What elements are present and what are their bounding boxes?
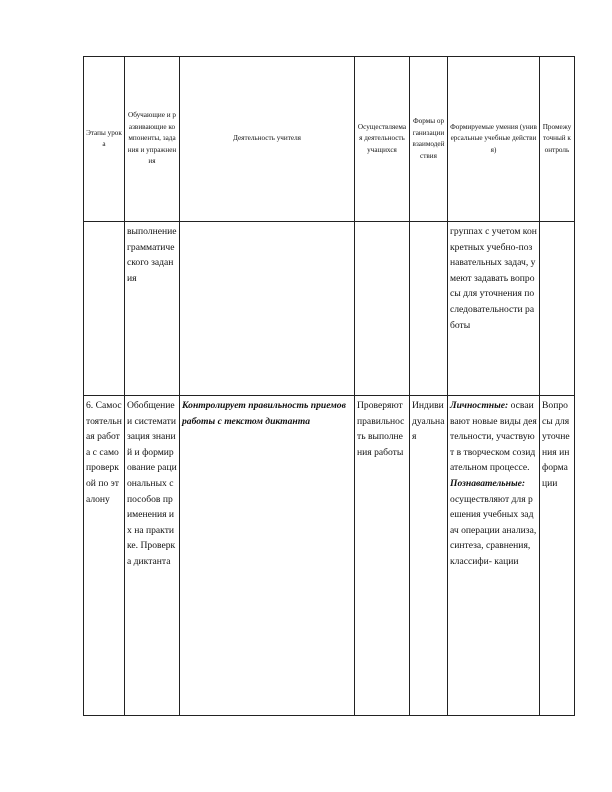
cell-control bbox=[540, 222, 575, 396]
skills-cognitive-text: осуществляют для решения учебных задач операции анализа, синтеза, сравнения, классифи- кации bbox=[450, 493, 537, 567]
header-row bbox=[84, 57, 575, 222]
cell-students: Проверяют правильность выполнения работы bbox=[355, 396, 410, 716]
cell-stage bbox=[84, 222, 125, 396]
skills-personal-text: осваивают новые виды деятельности, участвуют в творческом созидательном процессе. bbox=[450, 400, 537, 474]
skills-cognitive-title: Познавательные: bbox=[450, 477, 526, 489]
skills-personal-title: Личностные: bbox=[450, 400, 509, 411]
cell-forms bbox=[410, 222, 448, 396]
cell-skills bbox=[448, 396, 540, 716]
header-skills: Формируемые умения (универсальные учебные действия) bbox=[448, 57, 540, 222]
cell-forms: Индивидуальная bbox=[410, 396, 448, 716]
header-control: Промежуточный контроль bbox=[540, 57, 575, 222]
header-students: Осуществляемая деятельность учащихся bbox=[355, 57, 410, 222]
cell-skills: группах с учетом конкретных учебно-познавательных задач, умеют задавать вопросы для уточнения последовательности работы bbox=[448, 222, 540, 396]
table-row bbox=[84, 396, 575, 716]
cell-stage: 6. Самостоятельная работа с самопроверкой по эталону bbox=[84, 396, 125, 716]
header-components: Обучающие и развивающие компоненты, задания и упражнения bbox=[125, 57, 180, 222]
cell-teacher: Контролирует правильность приемов работы с текстом диктанта bbox=[180, 396, 355, 716]
cell-control: Вопросы для уточнения информации bbox=[540, 396, 575, 716]
header-teacher: Деятельность учителя bbox=[180, 57, 355, 222]
lesson-table bbox=[83, 56, 575, 716]
header-stage: Этапы урока bbox=[84, 57, 125, 222]
table-row bbox=[84, 222, 575, 396]
cell-components: выполнение грамматического задания bbox=[125, 222, 180, 396]
cell-students bbox=[355, 222, 410, 396]
cell-teacher bbox=[180, 222, 355, 396]
cell-components: Обобщение и систематизация знаний и формирование рациональных способов применения их на практике. Проверка диктанта bbox=[125, 396, 180, 716]
header-forms: Формы организации взаимодействия bbox=[410, 57, 448, 222]
